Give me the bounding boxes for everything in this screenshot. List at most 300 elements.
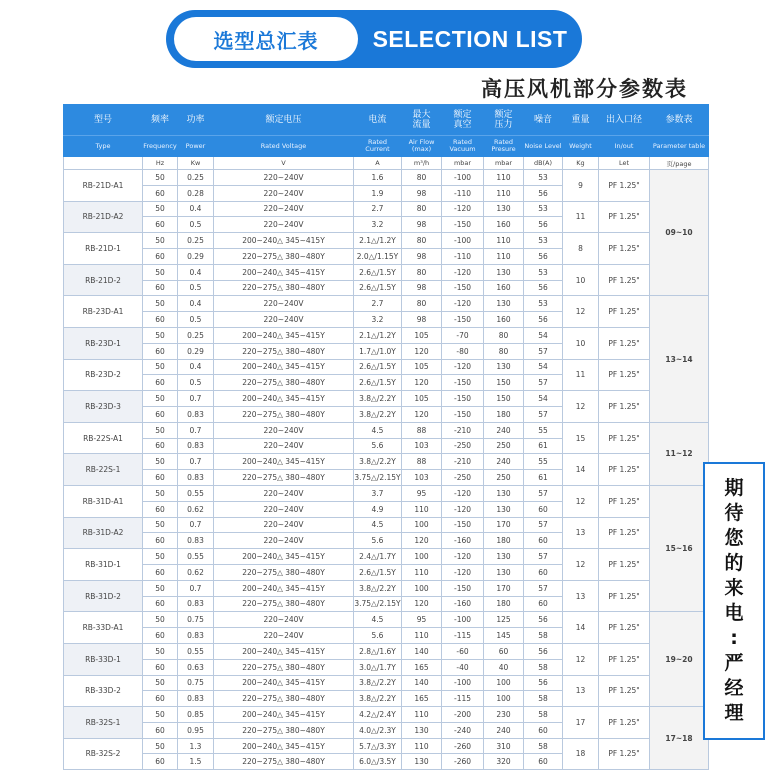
cell: 50 — [143, 170, 178, 186]
model-name: RB-23D-A1 — [64, 296, 143, 328]
cell: 60 — [143, 343, 178, 359]
cell: 50 — [143, 201, 178, 217]
cell: 220~275△ 380~480Y — [214, 691, 354, 707]
cell: 145 — [484, 628, 524, 644]
cell: 200~240△ 345~415Y — [214, 327, 354, 343]
cell: -240 — [442, 722, 484, 738]
cell: -160 — [442, 533, 484, 549]
table-row — [64, 580, 709, 596]
cell: 88 — [402, 454, 442, 470]
header-cn-4: 电流 — [354, 105, 402, 136]
port-cell: PF 1.25" — [599, 643, 650, 675]
port-cell: PF 1.25" — [599, 517, 650, 549]
cell: 160 — [484, 312, 524, 328]
cell: -115 — [442, 691, 484, 707]
cell: 220~275△ 380~480Y — [214, 248, 354, 264]
page-ref: 13~14 — [650, 296, 709, 422]
cell: 220~240V — [214, 296, 354, 312]
cell: 130 — [484, 264, 524, 280]
cell: 3.8△/2.2Y — [354, 675, 402, 691]
cell: 240 — [484, 422, 524, 438]
cell: 60 — [143, 312, 178, 328]
page-ref: 17~18 — [650, 707, 709, 770]
contact-char: : — [730, 627, 738, 649]
header-en-7: Rated Presure — [484, 136, 524, 157]
cell: 200~240△ 345~415Y — [214, 580, 354, 596]
cell: 2.6△/1.5Y — [354, 375, 402, 391]
cell: 57 — [524, 517, 563, 533]
cell: 240 — [484, 454, 524, 470]
cell: 110 — [402, 501, 442, 517]
cell: 220~240V — [214, 517, 354, 533]
cell: 0.75 — [178, 675, 214, 691]
cell: 60 — [143, 659, 178, 675]
cell: 60 — [143, 185, 178, 201]
cell: 170 — [484, 517, 524, 533]
cell: 125 — [484, 612, 524, 628]
cell: 130 — [484, 359, 524, 375]
header-cn-9: 重量 — [563, 105, 599, 136]
port-cell: PF 1.25" — [599, 264, 650, 296]
cell: 5.6 — [354, 533, 402, 549]
cell: 88 — [402, 422, 442, 438]
model-name: RB-31D-A2 — [64, 517, 143, 549]
cell: 50 — [143, 738, 178, 754]
header-cn-5: 最大 流量 — [402, 105, 442, 136]
cell: 200~240△ 345~415Y — [214, 359, 354, 375]
weight-cell: 11 — [563, 359, 599, 391]
cell: 3.8△/2.2Y — [354, 406, 402, 422]
table-row — [64, 612, 709, 628]
cell: 4.5 — [354, 517, 402, 533]
cell: 60 — [143, 564, 178, 580]
cell: 200~240△ 345~415Y — [214, 264, 354, 280]
cell: 60 — [524, 501, 563, 517]
cell: 200~240△ 345~415Y — [214, 738, 354, 754]
cell: 98 — [402, 217, 442, 233]
cell: 0.5 — [178, 217, 214, 233]
cell: 60 — [143, 375, 178, 391]
weight-cell: 9 — [563, 170, 599, 202]
contact-box — [703, 462, 765, 740]
port-cell: PF 1.25" — [599, 233, 650, 265]
cell: 60 — [143, 533, 178, 549]
cell: 220~275△ 380~480Y — [214, 754, 354, 770]
header-en-5: Air Flow (max) — [402, 136, 442, 157]
table-row — [64, 327, 709, 343]
cell: 1.7△/1.0Y — [354, 343, 402, 359]
cell: 98 — [402, 248, 442, 264]
weight-cell: 13 — [563, 580, 599, 612]
cell: -100 — [442, 612, 484, 628]
cell: -115 — [442, 628, 484, 644]
table-row — [64, 233, 709, 249]
cell: 220~240V — [214, 185, 354, 201]
cell: 57 — [524, 343, 563, 359]
cell: 220~275△ 380~480Y — [214, 375, 354, 391]
unit-4: A — [354, 157, 402, 170]
cell: 58 — [524, 738, 563, 754]
cell: 310 — [484, 738, 524, 754]
contact-char: 理 — [724, 702, 744, 724]
table-row — [64, 485, 709, 501]
table-row — [64, 643, 709, 659]
cell: 220~240V — [214, 485, 354, 501]
cell: 1.3 — [178, 738, 214, 754]
cell: 150 — [484, 391, 524, 407]
cell: 0.55 — [178, 643, 214, 659]
cell: 57 — [524, 580, 563, 596]
cell: 3.8△/2.2Y — [354, 391, 402, 407]
cell: 0.5 — [178, 280, 214, 296]
cell: -250 — [442, 470, 484, 486]
cell: 220~275△ 380~480Y — [214, 564, 354, 580]
cell: 130 — [484, 501, 524, 517]
weight-cell: 13 — [563, 517, 599, 549]
cell: -150 — [442, 375, 484, 391]
model-name: RB-32S-2 — [64, 738, 143, 770]
cell: 220~275△ 380~480Y — [214, 596, 354, 612]
cell: -150 — [442, 391, 484, 407]
cell: -100 — [442, 170, 484, 186]
weight-cell: 12 — [563, 485, 599, 517]
cell: -150 — [442, 406, 484, 422]
cell: 0.5 — [178, 312, 214, 328]
cell: 0.7 — [178, 517, 214, 533]
cell: 50 — [143, 359, 178, 375]
port-cell: PF 1.25" — [599, 580, 650, 612]
contact-char: 期 — [724, 477, 744, 499]
cell: 50 — [143, 391, 178, 407]
cell: 3.2 — [354, 312, 402, 328]
cell: 100 — [402, 549, 442, 565]
cell: 2.8△/1.6Y — [354, 643, 402, 659]
cell: -40 — [442, 659, 484, 675]
cell: 105 — [402, 391, 442, 407]
cell: 110 — [484, 185, 524, 201]
unit-3: V — [214, 157, 354, 170]
cell: 3.8△/2.2Y — [354, 454, 402, 470]
contact-char: 您 — [724, 527, 744, 549]
cell: 57 — [524, 485, 563, 501]
cell: -200 — [442, 707, 484, 723]
table-row — [64, 201, 709, 217]
cell: 60 — [143, 438, 178, 454]
unit-2: Kw — [178, 157, 214, 170]
cell: 50 — [143, 454, 178, 470]
cell: -260 — [442, 754, 484, 770]
cell: 50 — [143, 675, 178, 691]
cell: -100 — [442, 675, 484, 691]
cell: 2.6△/1.5Y — [354, 280, 402, 296]
cell: 130 — [402, 754, 442, 770]
cell: 200~240△ 345~415Y — [214, 707, 354, 723]
model-name: RB-22S-1 — [64, 454, 143, 486]
cell: 105 — [402, 359, 442, 375]
table-subtitle: 高压风机部分参数表 — [481, 77, 688, 101]
cell: -150 — [442, 280, 484, 296]
cell: 6.0△/3.5Y — [354, 754, 402, 770]
port-cell: PF 1.25" — [599, 454, 650, 486]
cell: 0.5 — [178, 375, 214, 391]
model-name: RB-23D-3 — [64, 391, 143, 423]
cell: 120 — [402, 375, 442, 391]
model-name: RB-22S-A1 — [64, 422, 143, 454]
cell: 0.4 — [178, 359, 214, 375]
unit-10: Let — [599, 157, 650, 170]
cell: 230 — [484, 707, 524, 723]
cell: 180 — [484, 533, 524, 549]
cell: 3.8△/2.2Y — [354, 691, 402, 707]
cell: 110 — [484, 233, 524, 249]
cell: 95 — [402, 612, 442, 628]
cell: 250 — [484, 438, 524, 454]
contact-char: 电 — [724, 602, 744, 624]
cell: 220~240V — [214, 612, 354, 628]
cell: 0.7 — [178, 580, 214, 596]
cell: 130 — [484, 549, 524, 565]
cell: 2.7 — [354, 296, 402, 312]
port-cell: PF 1.25" — [599, 296, 650, 328]
cell: 220~240V — [214, 201, 354, 217]
cell: 0.83 — [178, 438, 214, 454]
cell: 60 — [143, 596, 178, 612]
cell: 100 — [402, 580, 442, 596]
cell: 50 — [143, 580, 178, 596]
cell: 58 — [524, 691, 563, 707]
title-banner — [166, 10, 582, 68]
header-en-8: Noise Level — [524, 136, 563, 157]
cell: 0.55 — [178, 549, 214, 565]
cell: 50 — [143, 612, 178, 628]
cell: 98 — [402, 185, 442, 201]
cell: 105 — [402, 327, 442, 343]
cell: 220~240V — [214, 533, 354, 549]
cell: 1.9 — [354, 185, 402, 201]
table-row — [64, 549, 709, 565]
cell: 40 — [484, 659, 524, 675]
cell: 60 — [143, 501, 178, 517]
cell: 220~240V — [214, 312, 354, 328]
contact-char: 的 — [724, 552, 744, 574]
cell: 0.85 — [178, 707, 214, 723]
table-row — [64, 454, 709, 470]
cell: -80 — [442, 343, 484, 359]
cell: 0.25 — [178, 233, 214, 249]
table-row — [64, 707, 709, 723]
cell: 120 — [402, 596, 442, 612]
cell: 61 — [524, 438, 563, 454]
cell: -110 — [442, 185, 484, 201]
cell: 2.0△/1.15Y — [354, 248, 402, 264]
cell: 50 — [143, 296, 178, 312]
cell: 60 — [143, 722, 178, 738]
cell: 0.62 — [178, 501, 214, 517]
cell: 95 — [402, 485, 442, 501]
cell: 220~275△ 380~480Y — [214, 343, 354, 359]
header-cn-6: 额定 真空 — [442, 105, 484, 136]
cell: 53 — [524, 296, 563, 312]
contact-char: 来 — [724, 577, 744, 599]
weight-cell: 13 — [563, 675, 599, 707]
port-cell: PF 1.25" — [599, 738, 650, 770]
header-cn-8: 噪音 — [524, 105, 563, 136]
model-name: RB-21D-2 — [64, 264, 143, 296]
cell: 53 — [524, 170, 563, 186]
cell: 0.29 — [178, 343, 214, 359]
header-en-11: Parameter table — [650, 136, 709, 157]
cell: 98 — [402, 280, 442, 296]
cell: 220~240V — [214, 170, 354, 186]
header-cn-7: 额定 压力 — [484, 105, 524, 136]
cell: 53 — [524, 201, 563, 217]
cell: 50 — [143, 327, 178, 343]
cell: 0.7 — [178, 391, 214, 407]
cell: 54 — [524, 391, 563, 407]
weight-cell: 15 — [563, 422, 599, 454]
cell: 60 — [143, 217, 178, 233]
cell: 100 — [484, 691, 524, 707]
cell: 56 — [524, 612, 563, 628]
cell: -120 — [442, 501, 484, 517]
cell: 110 — [402, 564, 442, 580]
cell: 220~275△ 380~480Y — [214, 470, 354, 486]
cell: -120 — [442, 564, 484, 580]
table-row — [64, 296, 709, 312]
cell: 3.75△/2.15Y — [354, 596, 402, 612]
cell: 80 — [402, 170, 442, 186]
table-row — [64, 391, 709, 407]
cell: 61 — [524, 470, 563, 486]
cell: 130 — [484, 296, 524, 312]
cell: 80 — [402, 296, 442, 312]
cell: 80 — [402, 201, 442, 217]
cell: -120 — [442, 359, 484, 375]
cell: 103 — [402, 470, 442, 486]
cell: 5.6 — [354, 438, 402, 454]
cell: 4.5 — [354, 612, 402, 628]
cell: 60 — [484, 643, 524, 659]
cell: 100 — [484, 675, 524, 691]
cell: 60 — [143, 470, 178, 486]
cell: 2.6△/1.5Y — [354, 359, 402, 375]
weight-cell: 10 — [563, 327, 599, 359]
port-cell: PF 1.25" — [599, 485, 650, 517]
cell: 0.4 — [178, 264, 214, 280]
cell: 0.55 — [178, 485, 214, 501]
cell: -250 — [442, 438, 484, 454]
cell: -120 — [442, 549, 484, 565]
cell: 120 — [402, 406, 442, 422]
cell: 3.8△/2.2Y — [354, 580, 402, 596]
cell: 220~275△ 380~480Y — [214, 406, 354, 422]
page-ref: 15~16 — [650, 485, 709, 611]
cell: 5.7△/3.3Y — [354, 738, 402, 754]
cell: 0.83 — [178, 533, 214, 549]
header-cn-0: 型号 — [64, 105, 143, 136]
cell: 4.2△/2.4Y — [354, 707, 402, 723]
cell: 200~240△ 345~415Y — [214, 391, 354, 407]
title-cn: 选型总汇表 — [174, 17, 358, 61]
cell: 3.0△/1.7Y — [354, 659, 402, 675]
header-en-4: Rated Current — [354, 136, 402, 157]
cell: 57 — [524, 375, 563, 391]
cell: 0.29 — [178, 248, 214, 264]
cell: 180 — [484, 406, 524, 422]
cell: 220~240V — [214, 501, 354, 517]
model-name: RB-31D-2 — [64, 580, 143, 612]
cell: 320 — [484, 754, 524, 770]
cell: 150 — [484, 375, 524, 391]
cell: 200~240△ 345~415Y — [214, 675, 354, 691]
cell: 110 — [484, 248, 524, 264]
weight-cell: 17 — [563, 707, 599, 739]
port-cell: PF 1.25" — [599, 170, 650, 202]
model-name: RB-33D-2 — [64, 675, 143, 707]
port-cell: PF 1.25" — [599, 201, 650, 233]
model-name: RB-33D-1 — [64, 643, 143, 675]
cell: -210 — [442, 454, 484, 470]
cell: 60 — [524, 596, 563, 612]
cell: 56 — [524, 217, 563, 233]
cell: 60 — [524, 533, 563, 549]
unit-1: Hz — [143, 157, 178, 170]
table-row — [64, 264, 709, 280]
table-row — [64, 359, 709, 375]
weight-cell: 10 — [563, 264, 599, 296]
weight-cell: 14 — [563, 454, 599, 486]
cell: 180 — [484, 596, 524, 612]
weight-cell: 12 — [563, 296, 599, 328]
model-name: RB-21D-A2 — [64, 201, 143, 233]
cell: 140 — [402, 643, 442, 659]
header-en-6: Rated Vacuum — [442, 136, 484, 157]
cell: 0.4 — [178, 201, 214, 217]
cell: 130 — [484, 201, 524, 217]
cell: 60 — [143, 754, 178, 770]
cell: 50 — [143, 707, 178, 723]
cell: -100 — [442, 233, 484, 249]
table-row — [64, 517, 709, 533]
unit-0 — [64, 157, 143, 170]
cell: 55 — [524, 422, 563, 438]
cell: 0.83 — [178, 470, 214, 486]
weight-cell: 18 — [563, 738, 599, 770]
header-en-3: Rated Voltage — [214, 136, 354, 157]
contact-char: 严 — [724, 652, 744, 674]
header-en-10: In/out — [599, 136, 650, 157]
cell: -150 — [442, 580, 484, 596]
cell: 0.62 — [178, 564, 214, 580]
cell: -120 — [442, 201, 484, 217]
model-name: RB-31D-1 — [64, 549, 143, 581]
cell: 160 — [484, 217, 524, 233]
weight-cell: 11 — [563, 201, 599, 233]
cell: 110 — [402, 738, 442, 754]
cell: 200~240△ 345~415Y — [214, 454, 354, 470]
cell: 57 — [524, 406, 563, 422]
cell: -210 — [442, 422, 484, 438]
cell: 53 — [524, 264, 563, 280]
cell: -60 — [442, 643, 484, 659]
cell: 120 — [402, 533, 442, 549]
cell: -110 — [442, 248, 484, 264]
cell: 140 — [402, 675, 442, 691]
unit-6: mbar — [442, 157, 484, 170]
cell: 200~240△ 345~415Y — [214, 643, 354, 659]
cell: -150 — [442, 517, 484, 533]
cell: 110 — [484, 170, 524, 186]
